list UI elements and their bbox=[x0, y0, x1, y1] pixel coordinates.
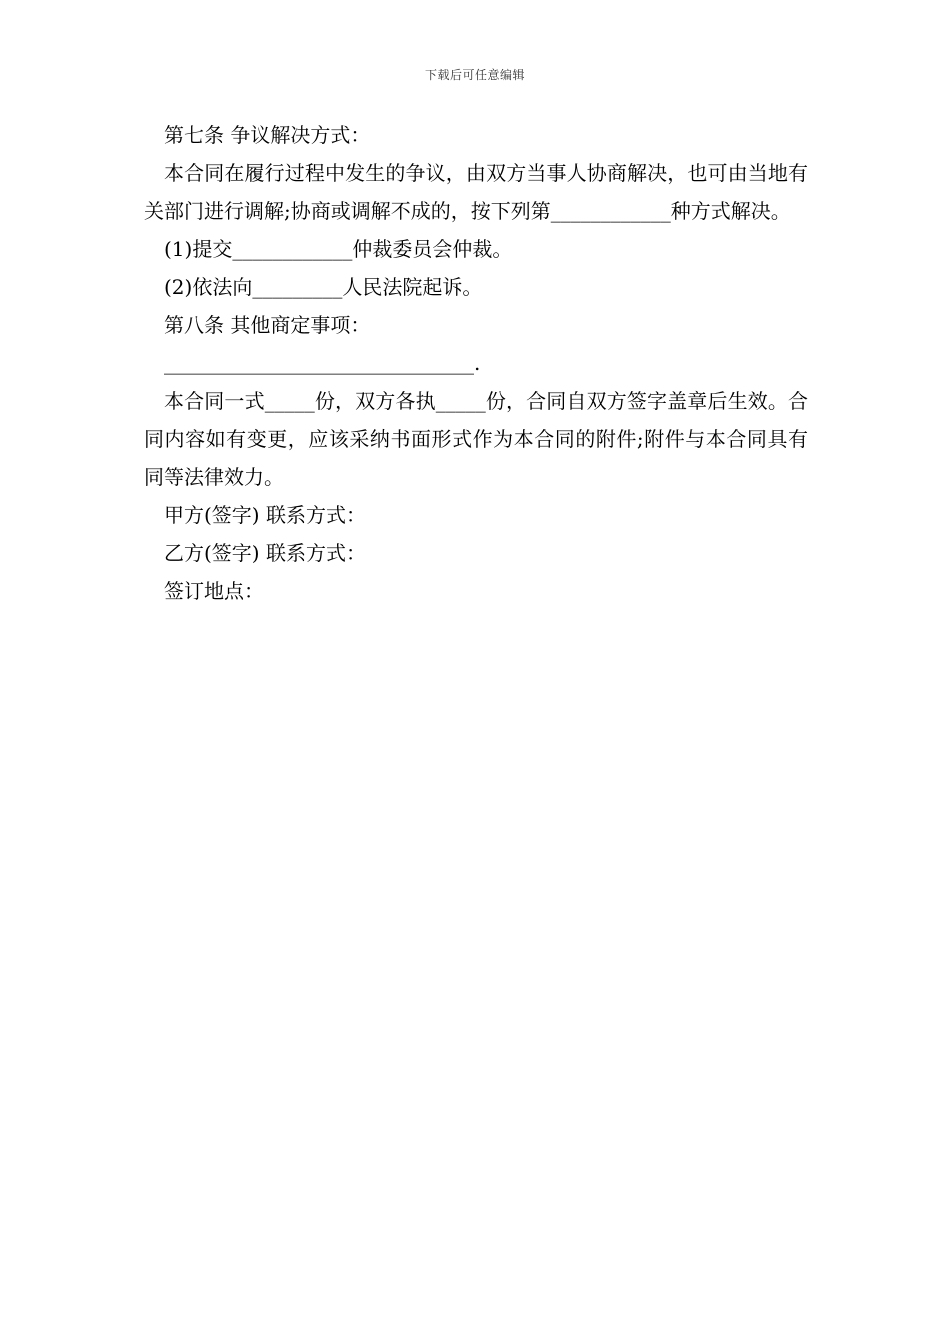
party-b-signature: 乙方(签字) 联系方式： bbox=[164, 541, 366, 565]
party-a-signature: 甲方(签字) 联系方式： bbox=[164, 503, 366, 527]
article-7-text: 本合同在履行过程中发生的争议，由双方当事人协商解决，也可由当地有关部门进行调解;协商或调解不成的，按下列第____________种方式解决。 bbox=[144, 161, 808, 223]
article-7-heading: 第七条 争议解决方式： bbox=[164, 123, 371, 147]
page-header-note: 下载后可任意编辑 bbox=[424, 68, 525, 82]
article-8-blank-line: _______________________________. bbox=[164, 351, 481, 375]
document-body bbox=[144, 116, 808, 610]
signing-location: 签订地点： bbox=[164, 579, 264, 603]
article-7-option-2: (2)依法向_________人民法院起诉。 bbox=[164, 275, 483, 299]
article-8-heading: 第八条 其他商定事项： bbox=[164, 313, 371, 337]
copies-clause: 本合同一式_____份，双方各执_____份，合同自双方签字盖章后生效。合同内容如有变更，应该采纳书面形式作为本合同的附件;附件与本合同具有同等法律效力。 bbox=[144, 389, 808, 489]
article-7-option-1: (1)提交____________仲裁委员会仲裁。 bbox=[164, 237, 513, 261]
